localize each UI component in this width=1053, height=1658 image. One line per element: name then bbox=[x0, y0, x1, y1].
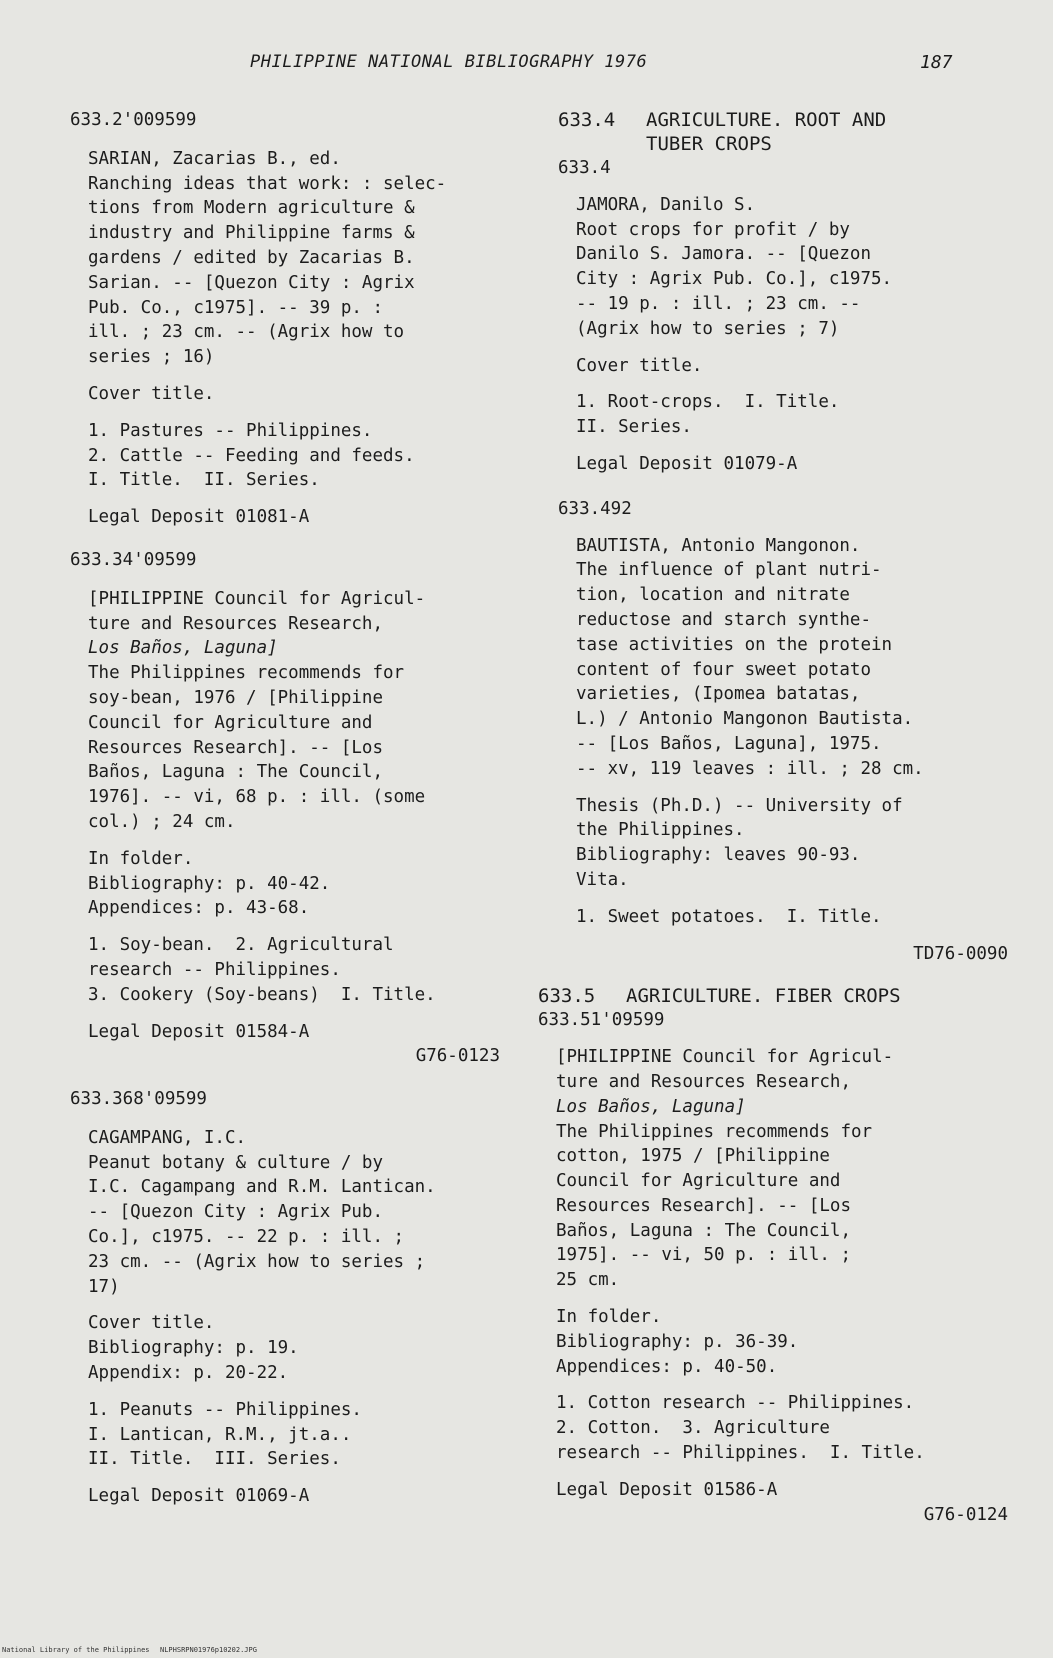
subject-line: I. Title. II. Series. bbox=[88, 470, 320, 491]
entry-line: col.) ; 24 cm. bbox=[88, 811, 236, 832]
subject-line: 1. Cotton research -- Philippines. bbox=[556, 1393, 915, 1414]
subject-line: I. Lantican, R.M., jt.a.. bbox=[88, 1424, 352, 1445]
note-line: Cover title. bbox=[88, 383, 215, 404]
author-line: SARIAN, Zacarias B., ed. bbox=[88, 148, 341, 169]
entry-line: Resources Research]. -- [Los bbox=[556, 1195, 852, 1216]
footer-library: National Library of the Philippines bbox=[2, 1646, 150, 1654]
author-line: BAUTISTA, Antonio Mangonon. bbox=[576, 535, 861, 556]
entry-line: Los Baños, Laguna] bbox=[556, 1096, 746, 1117]
subject-line: 2. Cattle -- Feeding and feeds. bbox=[88, 445, 415, 466]
entry-line: 25 cm. bbox=[556, 1270, 620, 1291]
entry-line: series ; 16) bbox=[88, 347, 215, 368]
subject-line: research -- Philippines. bbox=[88, 959, 341, 980]
note-line: Cover title. bbox=[576, 355, 703, 376]
subject-line: 1. Root-crops. I. Title. bbox=[576, 392, 840, 413]
entry-body bbox=[538, 1045, 1018, 1527]
entry-line: Council for Agriculture and bbox=[556, 1171, 841, 1192]
author-line: JAMORA, Danilo S. bbox=[576, 194, 756, 215]
author-line: [PHILIPPINE Council for Agricul- bbox=[88, 588, 426, 609]
right-column bbox=[538, 108, 1018, 1527]
note-line: the Philippines. bbox=[576, 820, 745, 841]
entry-line: Co.], c1975. -- 22 p. : ill. ; bbox=[88, 1227, 405, 1248]
entry-body bbox=[70, 1126, 510, 1509]
title-line: Root crops for profit / by bbox=[576, 219, 850, 240]
left-column bbox=[70, 108, 510, 1509]
note-line: Bibliography: p. 19. bbox=[88, 1338, 299, 1359]
subject-line: 1. Sweet potatoes. I. Title. bbox=[576, 906, 882, 927]
entry-line: -- xv, 119 leaves : ill. ; 28 cm. bbox=[576, 758, 924, 779]
note-line: Vita. bbox=[576, 869, 629, 890]
entry-line: 1976]. -- vi, 68 p. : ill. (some bbox=[88, 787, 426, 808]
bibliographic-entry bbox=[558, 497, 1018, 967]
subject-line: 1. Peanuts -- Philippines. bbox=[88, 1399, 362, 1420]
bibliographic-entry bbox=[538, 1008, 1018, 1527]
subject-line: II. Title. III. Series. bbox=[88, 1449, 341, 1470]
subject-line: 1. Soy-bean. 2. Agricultural bbox=[88, 935, 394, 956]
bibliographic-entry bbox=[558, 156, 1018, 477]
section-number: 633.4 bbox=[558, 109, 616, 131]
entry-line: cotton, 1975 / [Philippine bbox=[556, 1146, 830, 1167]
entry-line: I.C. Cagampang and R.M. Lantican. bbox=[88, 1177, 436, 1198]
entry-line: Baños, Laguna : The Council, bbox=[88, 762, 384, 783]
subject-line: 1. Pastures -- Philippines. bbox=[88, 420, 373, 441]
entry-line: industry and Philippine farms & bbox=[88, 223, 415, 244]
legal-deposit: Legal Deposit 01079-A bbox=[576, 453, 798, 474]
entry-line: ture and Resources Research, bbox=[556, 1071, 852, 1092]
section-title-cont: TUBER CROPS bbox=[646, 133, 772, 155]
entry-line: Los Baños, Laguna] bbox=[88, 638, 278, 659]
class-number: 633.368'09599 bbox=[70, 1089, 207, 1110]
note-line: Bibliography: p. 40-42. bbox=[88, 873, 331, 894]
entry-line: Council for Agriculture and bbox=[88, 712, 373, 733]
note-line: Bibliography: leaves 90-93. bbox=[576, 845, 861, 866]
entry-body bbox=[558, 534, 1018, 967]
entry-line: City : Agrix Pub. Co.], c1975. bbox=[576, 269, 893, 290]
class-number: 633.34'09599 bbox=[70, 549, 197, 570]
entry-line: content of four sweet potato bbox=[576, 659, 872, 680]
entry-line: 23 cm. -- (Agrix how to series ; bbox=[88, 1251, 426, 1272]
author-line: CAGAMPANG, I.C. bbox=[88, 1127, 247, 1148]
title-line: The Philippines recommends for bbox=[88, 663, 405, 684]
note-line: Appendix: p. 20-22. bbox=[88, 1363, 289, 1384]
entry-line: 1975]. -- vi, 50 p. : ill. ; bbox=[556, 1245, 852, 1266]
entry-line: ill. ; 23 cm. -- (Agrix how to bbox=[88, 322, 405, 343]
page-number: 187 bbox=[920, 52, 953, 73]
subject-line: 3. Cookery (Soy-beans) I. Title. bbox=[88, 984, 436, 1005]
subject-line: 2. Cotton. 3. Agriculture bbox=[556, 1418, 830, 1439]
entry-line: Danilo S. Jamora. -- [Quezon bbox=[576, 244, 872, 265]
note-line: Bibliography: p. 36-39. bbox=[556, 1331, 799, 1352]
entry-line: L.) / Antonio Mangonon Bautista. bbox=[576, 709, 914, 730]
section-number: 633.5 bbox=[538, 985, 596, 1008]
entry-line: -- 19 p. : ill. ; 23 cm. -- bbox=[576, 293, 861, 314]
footer-file: NLPHSRPN01976p10202.JPG bbox=[160, 1646, 257, 1654]
title-line: The Philippines recommends for bbox=[556, 1121, 873, 1142]
entry-line: gardens / edited by Zacarias B. bbox=[88, 247, 415, 268]
class-number: 633.2'009599 bbox=[70, 110, 197, 130]
entry-line: Baños, Laguna : The Council, bbox=[556, 1220, 852, 1241]
entry-line: ture and Resources Research, bbox=[88, 613, 384, 634]
entry-line: soy-bean, 1976 / [Philippine bbox=[88, 687, 384, 708]
section-heading bbox=[538, 984, 1018, 1008]
entry-line: 17) bbox=[88, 1276, 120, 1297]
entry-line: varieties, (Ipomea batatas, bbox=[576, 684, 861, 705]
entry-body bbox=[558, 193, 1018, 477]
author-line: [PHILIPPINE Council for Agricul- bbox=[556, 1047, 894, 1068]
entry-line: Resources Research]. -- [Los bbox=[88, 737, 384, 758]
page-header-title: PHILIPPINE NATIONAL BIBLIOGRAPHY 1976 bbox=[250, 52, 648, 72]
class-number: 633.4 bbox=[558, 158, 611, 178]
legal-deposit: Legal Deposit 01069-A bbox=[88, 1486, 310, 1507]
bibliographic-entry bbox=[70, 1087, 510, 1509]
note-line: Appendices: p. 40-50. bbox=[556, 1356, 778, 1377]
section-title: AGRICULTURE. ROOT AND bbox=[646, 109, 887, 131]
entry-line: reductose and starch synthe- bbox=[576, 609, 872, 630]
control-number: G76-0123 bbox=[415, 1046, 500, 1067]
legal-deposit: Legal Deposit 01584-A bbox=[88, 1021, 310, 1042]
control-number: G76-0124 bbox=[923, 1504, 1008, 1525]
entry-line: -- [Quezon City : Agrix Pub. bbox=[88, 1202, 384, 1223]
entry-body bbox=[70, 147, 510, 530]
control-number: TD76-0090 bbox=[913, 943, 1008, 964]
note-line: In folder. bbox=[88, 848, 194, 869]
bibliographic-entry bbox=[70, 548, 510, 1069]
title-line: The influence of plant nutri- bbox=[576, 560, 882, 581]
subject-line: research -- Philippines. I. Title. bbox=[556, 1443, 925, 1464]
entry-body bbox=[70, 587, 510, 1069]
note-line: Appendices: p. 43-68. bbox=[88, 898, 310, 919]
section-heading bbox=[558, 108, 1018, 156]
note-line: In folder. bbox=[556, 1307, 662, 1328]
entry-line: tions from Modern agriculture & bbox=[88, 198, 415, 219]
legal-deposit: Legal Deposit 01586-A bbox=[556, 1479, 778, 1500]
entry-line: Pub. Co., c1975]. -- 39 p. : bbox=[88, 297, 384, 318]
entry-line: Sarian. -- [Quezon City : Agrix bbox=[88, 272, 415, 293]
entry-line: -- [Los Baños, Laguna], 1975. bbox=[576, 733, 882, 754]
legal-deposit: Legal Deposit 01081-A bbox=[88, 507, 310, 528]
class-number: 633.492 bbox=[558, 498, 632, 519]
title-line: Ranching ideas that work: : selec- bbox=[88, 173, 447, 194]
class-number: 633.51'09599 bbox=[538, 1010, 665, 1031]
bibliographic-entry bbox=[70, 108, 510, 530]
entry-line: (Agrix how to series ; 7) bbox=[576, 318, 840, 339]
section-title: AGRICULTURE. FIBER CROPS bbox=[626, 985, 901, 1008]
subject-line: II. Series. bbox=[576, 417, 692, 438]
note-line: Cover title. bbox=[88, 1313, 215, 1334]
title-line: Peanut botany & culture / by bbox=[88, 1152, 384, 1173]
note-line: Thesis (Ph.D.) -- University of bbox=[576, 795, 903, 816]
entry-line: tion, location and nitrate bbox=[576, 585, 850, 606]
entry-line: tase activities on the protein bbox=[576, 634, 893, 655]
